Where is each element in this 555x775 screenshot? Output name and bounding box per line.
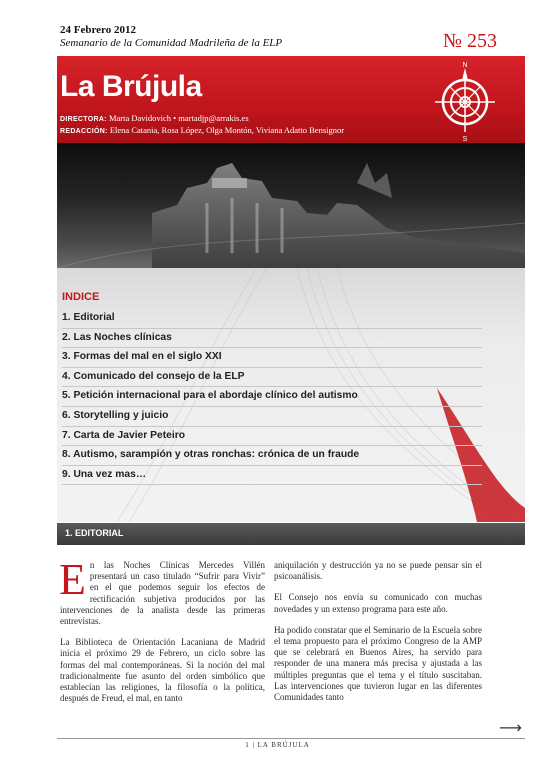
compass-south-letter: S bbox=[462, 136, 468, 142]
table-of-contents bbox=[62, 309, 482, 485]
article-column-right bbox=[274, 560, 482, 713]
director-label: DIRECTORA: bbox=[60, 116, 107, 123]
article-paragraph: Ha podido constatar que el Seminario de la Escuela sobre el tema propuesto para el próximo Congreso de la AMP que se celebrará en Buenos Aires, ha servido para responder de una manera más precisa y ajustada a las múltiples preguntas que el tema y el título suscitaban. Las intervenciones que tuvieron lugar en las diferentes Comunidades tanto bbox=[274, 624, 482, 703]
next-page-arrow-icon[interactable]: ⟶ bbox=[499, 718, 522, 737]
toc-item[interactable]: 2. Las Noches clínicas bbox=[62, 329, 482, 349]
article-paragraph: La Biblioteca de Orientación Lacaniana de Madrid inicia el próximo 29 de Febrero, un ciclo sobre las formas del mal contemporáneas. Si la noción del mal tradicionalmente fue asunto del orden simbólico que establecían las religiones, la filosofía o la política, después de Freud, el mal, en tanto bbox=[60, 637, 265, 704]
footer-rule bbox=[57, 738, 525, 739]
section-header-bar bbox=[57, 523, 525, 545]
issue-date: 24 Febrero 2012 bbox=[60, 24, 136, 36]
compass-north-letter: N bbox=[462, 62, 468, 69]
index-title: INDICE bbox=[62, 291, 100, 303]
redaccion-label: REDACCIÓN: bbox=[60, 128, 108, 135]
redaccion-value: Elena Catania, Rosa López, Olga Montón, Viviana Adatto Bensignor bbox=[109, 125, 345, 135]
toc-item[interactable]: 9. Una vez mas… bbox=[62, 466, 482, 486]
toc-item[interactable]: 6. Storytelling y juicio bbox=[62, 407, 482, 427]
masthead-title: La Brújula bbox=[60, 70, 202, 103]
toc-item[interactable]: 4. Comunicado del consejo de la ELP bbox=[62, 368, 482, 388]
toc-item[interactable]: 3. Formas del mal en el siglo XXI bbox=[62, 348, 482, 368]
director-value: Marta Davidovich • martadjp@arrakis.es bbox=[108, 113, 249, 123]
building-silhouette-icon bbox=[57, 143, 525, 268]
issue-number: № 253 bbox=[442, 30, 497, 52]
page-number: 1 bbox=[245, 741, 250, 749]
toc-item[interactable]: 8. Autismo, sarampión y otras ronchas: crónica de un fraude bbox=[62, 446, 482, 466]
compass-rose-icon bbox=[420, 58, 510, 142]
page-footer: 1 | LA BRÚJULA bbox=[245, 741, 310, 749]
footer-brand: LA BRÚJULA bbox=[257, 741, 310, 749]
cover-photo bbox=[57, 143, 525, 268]
article-paragraph: En las Noches Clínicas Mercedes Villén presentará un caso titulado “Sufrir para Vivir” en el que podemos seguir los efectos de rectificación subjetiva producidos por las intervenciones de la analista desde las primeras entrevistas. bbox=[59, 555, 265, 627]
section-title: 1. EDITORIAL bbox=[65, 528, 124, 538]
drop-cap: E bbox=[59, 555, 86, 604]
article-column-left bbox=[59, 555, 265, 714]
publication-subtitle: Semanario de la Comunidad Madrileña de la ELP bbox=[60, 37, 283, 49]
article-paragraph: El Consejo nos envía su comunicado con muchas novedades y un extenso programa para este año. bbox=[274, 592, 482, 614]
toc-item[interactable]: 1. Editorial bbox=[62, 309, 482, 329]
toc-item[interactable]: 5. Petición internacional para el abordaje clínico del autismo bbox=[62, 387, 482, 407]
article-paragraph: aniquilación y destrucción ya no se puede pensar sin el psicoanálisis. bbox=[274, 560, 482, 582]
toc-item[interactable]: 7. Carta de Javier Peteiro bbox=[62, 427, 482, 447]
masthead-credits bbox=[60, 113, 344, 137]
